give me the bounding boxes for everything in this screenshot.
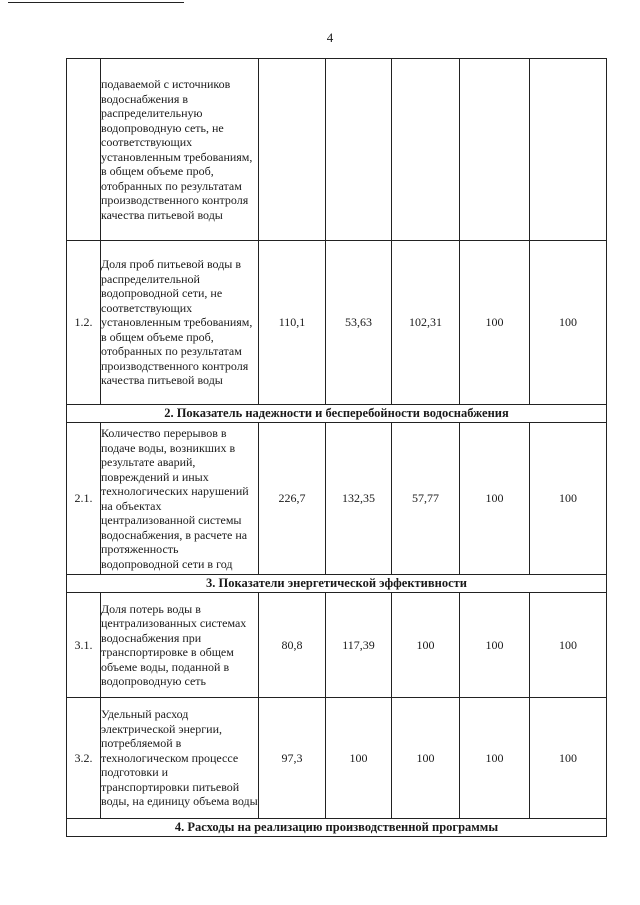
value-cell: 100: [460, 593, 530, 698]
value-cell: [460, 59, 530, 241]
value-cell: [326, 59, 392, 241]
row-description: Доля проб питьевой воды в распределительной водопроводной сети, не соответствующих установленным требованиям, в общем объеме проб, отобранных по результатам производственного контроля качества питьевой воды: [101, 241, 259, 405]
page-number: 4: [326, 30, 334, 45]
value-cell: 100: [326, 698, 392, 819]
row-number: 3.1.: [67, 593, 101, 698]
value-cell: 100: [460, 698, 530, 819]
row-description: Удельный расход электрической энергии, потребляемой в технологическом процессе подготовки и транспортировки питьевой воды, на единицу объема воды: [101, 698, 259, 819]
value-cell: 102,31: [392, 241, 460, 405]
indicators-table: [66, 58, 607, 837]
value-cell: 100: [460, 241, 530, 405]
table-row: [67, 241, 607, 405]
section-title: 2. Показатель надежности и бесперебойности водоснабжения: [67, 405, 607, 423]
table-row: [67, 698, 607, 819]
value-cell: 97,3: [259, 698, 326, 819]
value-cell: [392, 59, 460, 241]
section-header-row: [67, 575, 607, 593]
row-description: Доля потерь воды в централизованных системах водоснабжения при транспортировке в общем объеме воды, поданной в водопроводную сеть: [101, 593, 259, 698]
value-cell: 100: [392, 593, 460, 698]
row-number: 2.1.: [67, 423, 101, 575]
header-rule: [8, 2, 184, 3]
row-description: Количество перерывов в подаче воды, возникших в результате аварий, повреждений и иных технологических нарушений на объектах централизованной системы водоснабжения, в расчете на протяженность водопроводной сети в год: [101, 423, 259, 575]
section-header-row: [67, 405, 607, 423]
value-cell: [259, 59, 326, 241]
value-cell: 100: [530, 241, 607, 405]
value-cell: 100: [530, 593, 607, 698]
row-number: 3.2.: [67, 698, 101, 819]
section-header-row: [67, 819, 607, 837]
table-row: [67, 59, 607, 241]
value-cell: 117,39: [326, 593, 392, 698]
section-title: 4. Расходы на реализацию производственной программы: [67, 819, 607, 837]
value-cell: 100: [530, 423, 607, 575]
row-description: подаваемой с источников водоснабжения в распределительную водопроводную сеть, не соответствующих установленным требованиям, в общем объеме проб, отобранных по результатам производственного контроля качества питьевой воды: [101, 59, 259, 241]
value-cell: 57,77: [392, 423, 460, 575]
value-cell: 100: [460, 423, 530, 575]
value-cell: [530, 59, 607, 241]
section-title: 3. Показатели энергетической эффективности: [67, 575, 607, 593]
table-row: [67, 593, 607, 698]
table-row: [67, 423, 607, 575]
row-number: [67, 59, 101, 241]
value-cell: 53,63: [326, 241, 392, 405]
value-cell: 132,35: [326, 423, 392, 575]
value-cell: 100: [392, 698, 460, 819]
row-number: 1.2.: [67, 241, 101, 405]
value-cell: 100: [530, 698, 607, 819]
value-cell: 226,7: [259, 423, 326, 575]
value-cell: 80,8: [259, 593, 326, 698]
value-cell: 110,1: [259, 241, 326, 405]
